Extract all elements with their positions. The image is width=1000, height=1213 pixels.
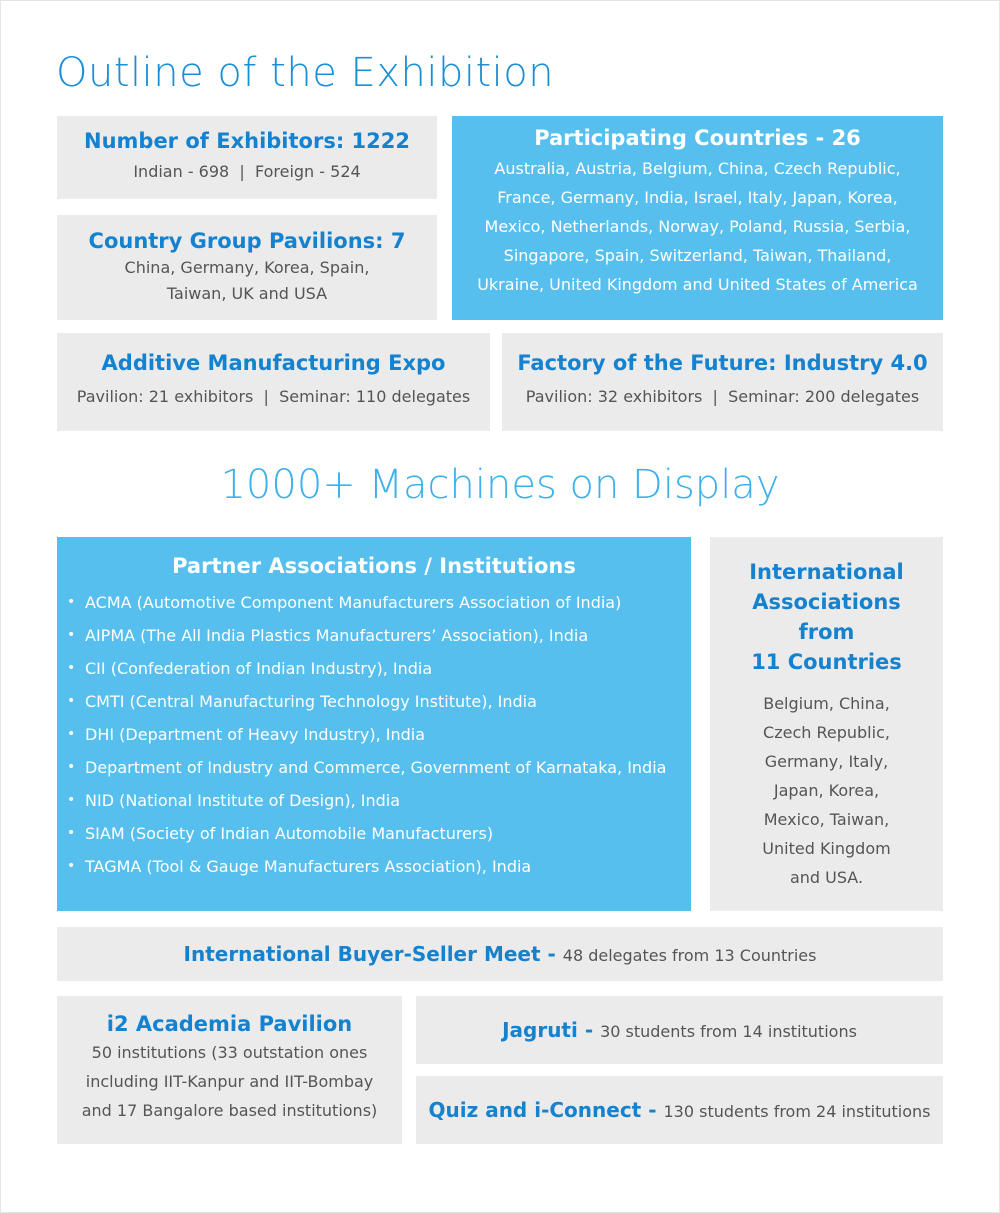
bullet-icon: • — [67, 759, 76, 775]
bullet-icon: • — [67, 858, 76, 874]
country-pavilions-line: Taiwan, UK and USA — [166, 284, 328, 303]
partner-list-item — [57, 850, 691, 883]
quiz-iconnect-box — [416, 1076, 943, 1144]
jagruti-text: 30 students from 14 institutions — [600, 1022, 857, 1041]
partner-list-item — [57, 718, 691, 751]
bullet-icon: • — [67, 627, 76, 643]
international-associations-heading-line: Associations — [752, 590, 901, 614]
buyer-seller-meet-text: 48 delegates from 13 Countries — [562, 946, 817, 965]
buyer-seller-meet-box — [57, 927, 943, 981]
academia-pavilion-heading: i2 Academia Pavilion — [106, 1012, 353, 1036]
academia-pavilion-box — [57, 996, 402, 1144]
quiz-iconnect-text: 130 students from 24 institutions — [663, 1102, 931, 1121]
partner-item-text: Department of Industry and Commerce, Government of Karnataka, India — [85, 758, 667, 777]
partner-list-item — [57, 586, 691, 619]
international-associations-heading-line: 11 Countries — [751, 650, 902, 674]
page-title: Outline of the Exhibition — [56, 50, 555, 96]
partner-associations-heading: Partner Associations / Institutions — [172, 554, 576, 578]
partner-item-text: ACMA (Automotive Component Manufacturers Association of India) — [85, 593, 622, 612]
international-country-line: United Kingdom — [762, 839, 891, 858]
participating-countries-heading: Participating Countries - 26 — [534, 126, 861, 150]
bullet-icon: • — [67, 825, 76, 841]
participating-countries-box — [452, 116, 943, 320]
partner-item-text: DHI (Department of Heavy Industry), India — [85, 725, 426, 744]
buyer-seller-meet-heading: International Buyer-Seller Meet - — [183, 942, 563, 966]
partner-item-text: TAGMA (Tool & Gauge Manufacturers Association), India — [85, 857, 532, 876]
factory-future-stats: Pavilion: 32 exhibitors | Seminar: 200 delegates — [525, 387, 920, 406]
jagruti-heading: Jagruti - — [502, 1018, 601, 1042]
partner-list-item — [57, 784, 691, 817]
partner-item-text: NID (National Institute of Design), India — [85, 791, 401, 810]
factory-future-heading: Factory of the Future: Industry 4.0 — [517, 351, 928, 375]
international-associations-box — [710, 537, 943, 911]
quiz-iconnect-heading: Quiz and i-Connect - — [428, 1098, 664, 1122]
country-list-line: Ukraine, United Kingdom and United States of America — [477, 275, 918, 294]
international-country-line: Germany, Italy, — [764, 752, 889, 771]
country-pavilions-box — [57, 215, 437, 320]
international-country-line: Mexico, Taiwan, — [763, 810, 890, 829]
country-pavilions-line: China, Germany, Korea, Spain, — [124, 258, 370, 277]
country-pavilions-heading: Country Group Pavilions: 7 — [88, 229, 406, 253]
partner-list-item — [57, 751, 691, 784]
partner-item-text: SIAM (Society of Indian Automobile Manufacturers) — [85, 824, 494, 843]
partner-list — [57, 586, 691, 883]
exhibitors-breakdown: Indian - 698 | Foreign - 524 — [133, 162, 361, 181]
exhibitors-heading: Number of Exhibitors: 1222 — [84, 129, 410, 153]
bullet-icon: • — [67, 792, 76, 808]
factory-future-box — [502, 333, 943, 431]
academia-pavilion-line: including IIT-Kanpur and IIT-Bombay — [85, 1072, 374, 1091]
partner-list-item — [57, 685, 691, 718]
jagruti-box — [416, 996, 943, 1064]
international-associations-heading-line: International — [749, 560, 904, 584]
international-country-line: and USA. — [789, 868, 864, 887]
academia-pavilion-line: 50 institutions (33 outstation ones — [91, 1043, 368, 1062]
machines-heading: 1000+ Machines on Display — [220, 462, 780, 508]
additive-manufacturing-heading: Additive Manufacturing Expo — [101, 351, 446, 375]
additive-manufacturing-box — [57, 333, 490, 431]
partner-list-item — [57, 652, 691, 685]
international-country-line: Czech Republic, — [763, 723, 890, 742]
exhibitors-box — [57, 116, 437, 199]
partner-item-text: AIPMA (The All India Plastics Manufacturers’ Association), India — [85, 626, 589, 645]
country-list-line: Singapore, Spain, Switzerland, Taiwan, Thailand, — [503, 246, 892, 265]
partner-associations-box — [57, 537, 691, 911]
partner-list-item — [57, 817, 691, 850]
international-country-line: Belgium, China, — [763, 694, 890, 713]
additive-manufacturing-stats: Pavilion: 21 exhibitors | Seminar: 110 delegates — [76, 387, 471, 406]
bullet-icon: • — [67, 726, 76, 742]
partner-list-item — [57, 619, 691, 652]
bullet-icon: • — [67, 660, 76, 676]
bullet-icon: • — [67, 693, 76, 709]
international-associations-heading-line: from — [798, 620, 855, 644]
bullet-icon: • — [67, 594, 76, 610]
country-list-line: France, Germany, India, Israel, Italy, Japan, Korea, — [497, 188, 898, 207]
academia-pavilion-line: and 17 Bangalore based institutions) — [81, 1101, 378, 1120]
country-list-line: Australia, Austria, Belgium, China, Czech Republic, — [494, 159, 901, 178]
international-country-line: Japan, Korea, — [773, 781, 880, 800]
partner-item-text: CMTI (Central Manufacturing Technology Institute), India — [85, 692, 537, 711]
country-list-line: Mexico, Netherlands, Norway, Poland, Russia, Serbia, — [484, 217, 911, 236]
partner-item-text: CII (Confederation of Indian Industry), India — [85, 659, 433, 678]
